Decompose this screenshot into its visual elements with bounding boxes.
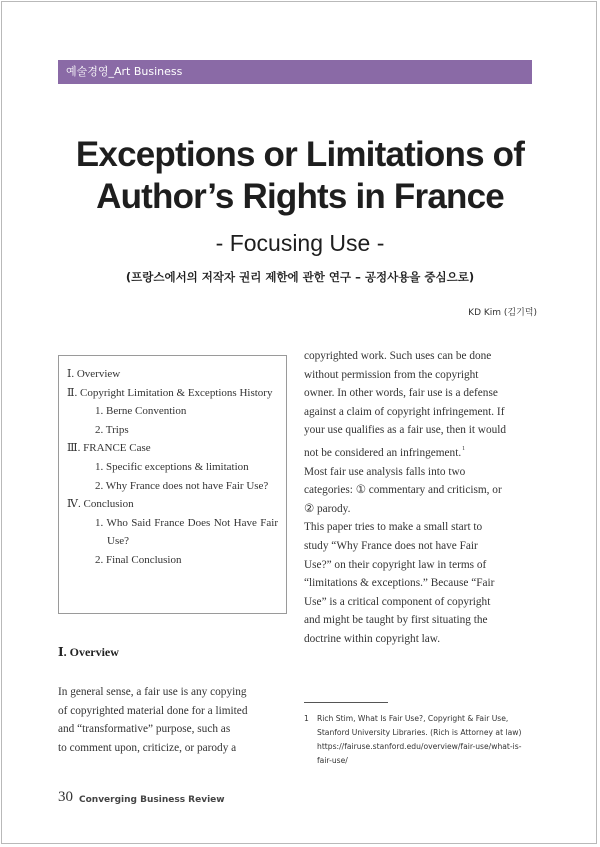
body-line: against a claim of copyright infringement. If <box>304 405 505 418</box>
table-of-contents <box>58 355 287 614</box>
body-line: doctrine within copyright law. <box>304 632 441 645</box>
footnote <box>304 712 536 768</box>
body-line: owner. In other words, fair use is a defense <box>304 387 498 400</box>
body-line: In general sense, a fair use is any copying <box>58 686 247 698</box>
body-line: without permission from the copyright <box>304 368 479 381</box>
body-line: study “Why France does not have Fair <box>304 539 478 552</box>
body-text-right <box>304 347 536 649</box>
body-line: of copyrighted material done for a limited <box>58 704 248 717</box>
toc-item: 2. Why France does not have Fair Use? <box>95 479 269 492</box>
body-line: copyrighted work. Such uses can be done <box>304 350 492 362</box>
body-line: your use qualifies as a fair use, then it would <box>304 424 507 437</box>
toc-item: 2. Final Conclusion <box>95 553 182 566</box>
body-line: Most fair use analysis falls into two <box>304 465 466 478</box>
title-line-1: Exceptions or Limitations of <box>75 135 525 174</box>
toc-item: Ⅰ. Overview <box>67 368 121 380</box>
section-header-bar <box>58 60 532 84</box>
body-line: Use?” on their copyright law in terms of <box>304 558 487 571</box>
page-number: 30 <box>58 789 73 805</box>
body-text-left <box>58 683 280 757</box>
body-line: to comment upon, criticize, or parody a <box>58 741 237 754</box>
toc-item: 1. Specific exceptions & limitation <box>95 460 249 473</box>
toc-item: 2. Trips <box>95 423 129 436</box>
toc-item: Ⅱ. Copyright Limitation & Exceptions History <box>67 386 273 399</box>
toc-item: Ⅲ. FRANCE Case <box>67 442 151 455</box>
body-line: categories: ① commentary and criticism, or <box>304 484 502 497</box>
body-line: “limitations & exceptions.” Because “Fair <box>304 577 495 590</box>
body-line: ② parody. <box>304 502 351 515</box>
footnote-number: 1 <box>304 714 309 723</box>
body-line: and “transformative” purpose, such as <box>58 723 231 736</box>
body-line: and might be taught by first situating the <box>304 614 488 627</box>
section-heading: Ⅰ. Overview <box>58 645 119 659</box>
body-line: Use” is a critical component of copyright <box>304 595 491 608</box>
author-line: KD Kim (김기덕) <box>468 308 537 318</box>
korean-title: (프랑스에서의 저작자 권리 제한에 관한 연구 – 공정사용을 중심으로) <box>125 270 475 284</box>
journal-name: Converging Business Review <box>79 795 225 805</box>
title-line-2: Author’s Rights in France <box>96 177 504 216</box>
body-line: This paper tries to make a small start to <box>304 521 483 534</box>
footnote-divider <box>304 702 388 703</box>
article-title <box>30 134 570 218</box>
toc-item: 1. Berne Convention <box>95 405 187 418</box>
body-line-with-footnote: not be considered an infringement.$^1$ <box>304 445 466 459</box>
footnote-text: Rich Stim, What Is Fair Use?, Copyright & Fair Use, Stanford University Libraries. (Rich is Attorney at law) https://fairuse.stanford.edu/overview/fair-use/what-is-fair-use/ <box>317 714 522 765</box>
toc-item: Ⅳ. Conclusion <box>67 498 134 511</box>
toc-item: 1. Who Said France Does Not Have Fair Use? <box>95 516 278 548</box>
section-label: 예술경영_Art Business <box>66 65 183 78</box>
footnote-marker[interactable]: 1 <box>462 445 466 452</box>
article-subtitle: - Focusing Use - <box>215 230 385 256</box>
